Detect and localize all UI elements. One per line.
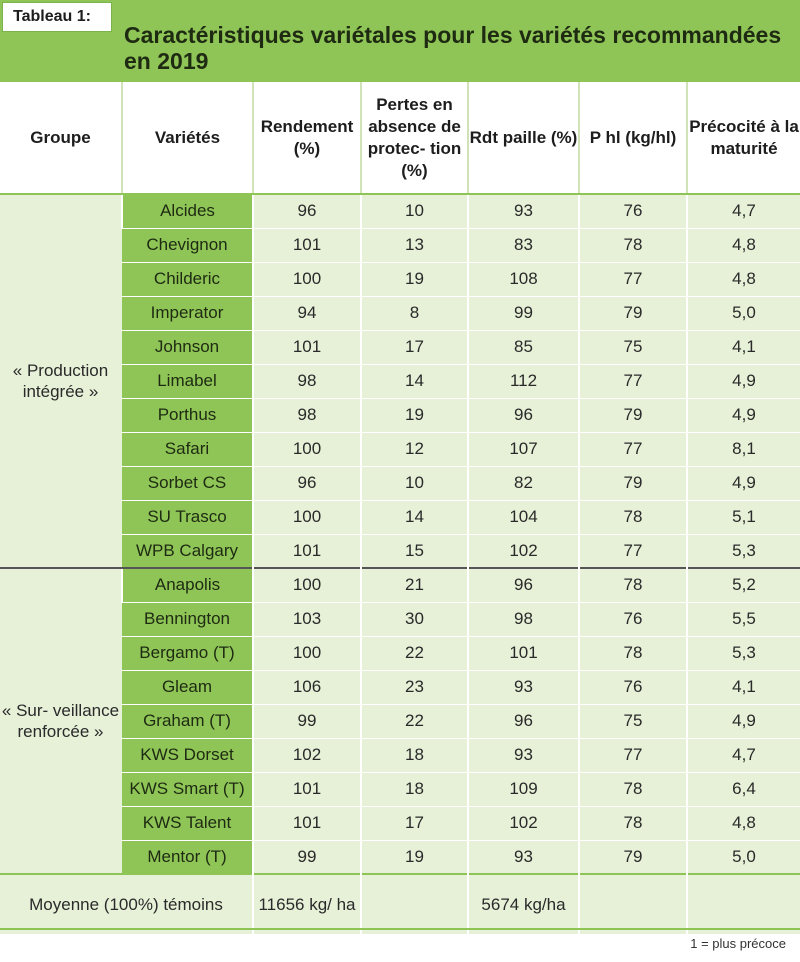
cell-precocite: 4,1 — [687, 330, 800, 364]
cell-rdt-paille: 93 — [468, 670, 579, 704]
cell-variete: SU Trasco — [122, 500, 253, 534]
cell-phl: 78 — [579, 636, 687, 670]
header-pertes: Pertes en absence de protec- tion (%) — [361, 82, 468, 194]
cell-precocite: 4,9 — [687, 398, 800, 432]
cell-rendement: 102 — [253, 738, 361, 772]
cell-rdt-paille: 102 — [468, 534, 579, 568]
cell-variete: KWS Smart (T) — [122, 772, 253, 806]
cell-precocite: 6,4 — [687, 772, 800, 806]
cell-phl: 78 — [579, 772, 687, 806]
cell-pertes: 12 — [361, 432, 468, 466]
header-precocite: Précocité à la maturité — [687, 82, 800, 194]
cell-pertes: 19 — [361, 840, 468, 874]
cell-variete: Johnson — [122, 330, 253, 364]
cell-rdt-paille: 107 — [468, 432, 579, 466]
cell-pertes: 10 — [361, 466, 468, 500]
cell-phl: 77 — [579, 738, 687, 772]
cell-rendement: 100 — [253, 432, 361, 466]
cell-phl: 77 — [579, 262, 687, 296]
cell-pertes: 8 — [361, 296, 468, 330]
cell-phl: 76 — [579, 194, 687, 228]
cell-rdt-paille: 112 — [468, 364, 579, 398]
cell-variete: Graham (T) — [122, 704, 253, 738]
cell-variete: Alcides — [122, 194, 253, 228]
cell-variete: Chevignon — [122, 228, 253, 262]
header-phl: P hl (kg/hl) — [579, 82, 687, 194]
cell-pertes: 21 — [361, 568, 468, 602]
footer-phl-empty — [579, 874, 687, 934]
cell-rendement: 96 — [253, 466, 361, 500]
cell-rdt-paille: 93 — [468, 738, 579, 772]
cell-rdt-paille: 102 — [468, 806, 579, 840]
footer-rdt-paille: 5674 kg/ha — [468, 874, 579, 934]
group-label: « Sur- veillance renforcée » — [0, 568, 122, 874]
cell-phl: 78 — [579, 568, 687, 602]
cell-phl: 78 — [579, 500, 687, 534]
cell-rdt-paille: 98 — [468, 602, 579, 636]
cell-rendement: 100 — [253, 568, 361, 602]
cell-phl: 77 — [579, 432, 687, 466]
cell-precocite: 4,7 — [687, 194, 800, 228]
cell-rendement: 101 — [253, 330, 361, 364]
header-rdt-paille: Rdt paille (%) — [468, 82, 579, 194]
cell-precocite: 4,8 — [687, 262, 800, 296]
cell-rdt-paille: 108 — [468, 262, 579, 296]
header-groupe: Groupe — [0, 82, 122, 194]
cell-pertes: 14 — [361, 364, 468, 398]
cell-precocite: 8,1 — [687, 432, 800, 466]
cell-pertes: 22 — [361, 704, 468, 738]
cell-rendement: 96 — [253, 194, 361, 228]
cell-rendement: 100 — [253, 636, 361, 670]
table-row — [0, 194, 800, 228]
cell-precocite: 4,9 — [687, 704, 800, 738]
cell-phl: 79 — [579, 466, 687, 500]
cell-precocite: 5,3 — [687, 534, 800, 568]
cell-variete: Porthus — [122, 398, 253, 432]
cell-rendement: 98 — [253, 364, 361, 398]
table-tag: Tableau 1: — [2, 2, 112, 32]
cell-rendement: 101 — [253, 534, 361, 568]
cell-rendement: 100 — [253, 500, 361, 534]
cell-phl: 76 — [579, 602, 687, 636]
cell-rdt-paille: 83 — [468, 228, 579, 262]
footer-precocite-empty — [687, 874, 800, 934]
cell-phl: 79 — [579, 840, 687, 874]
cell-precocite: 4,7 — [687, 738, 800, 772]
footnote: 1 = plus précoce — [690, 936, 786, 951]
cell-variete: Childeric — [122, 262, 253, 296]
cell-pertes: 17 — [361, 806, 468, 840]
cell-precocite: 4,9 — [687, 466, 800, 500]
footer-rendement: 11656 kg/ ha — [253, 874, 361, 934]
cell-rendement: 99 — [253, 704, 361, 738]
cell-rendement: 101 — [253, 772, 361, 806]
footer-pertes-empty — [361, 874, 468, 934]
cell-variete: KWS Dorset — [122, 738, 253, 772]
cell-rendement: 103 — [253, 602, 361, 636]
cell-precocite: 4,8 — [687, 806, 800, 840]
cell-phl: 75 — [579, 330, 687, 364]
cell-pertes: 23 — [361, 670, 468, 704]
cell-phl: 75 — [579, 704, 687, 738]
cell-precocite: 5,3 — [687, 636, 800, 670]
cell-variete: Limabel — [122, 364, 253, 398]
cell-variete: Mentor (T) — [122, 840, 253, 874]
cell-variete: WPB Calgary — [122, 534, 253, 568]
table-title: Caractéristiques variétales pour les variétés recommandées en 2019 — [124, 22, 782, 74]
group-label: « Production intégrée » — [0, 194, 122, 568]
cell-rdt-paille: 104 — [468, 500, 579, 534]
cell-variete: Safari — [122, 432, 253, 466]
cell-rdt-paille: 82 — [468, 466, 579, 500]
cell-pertes: 18 — [361, 738, 468, 772]
cell-rdt-paille: 99 — [468, 296, 579, 330]
cell-pertes: 15 — [361, 534, 468, 568]
bottom-rule — [0, 928, 800, 930]
cell-rdt-paille: 96 — [468, 704, 579, 738]
cell-phl: 77 — [579, 364, 687, 398]
header-varietes: Variétés — [122, 82, 253, 194]
cell-rendement: 100 — [253, 262, 361, 296]
cell-variete: KWS Talent — [122, 806, 253, 840]
cell-rendement: 98 — [253, 398, 361, 432]
cell-rdt-paille: 101 — [468, 636, 579, 670]
varieties-table — [0, 82, 800, 934]
cell-pertes: 30 — [361, 602, 468, 636]
footer-row — [0, 874, 800, 934]
cell-rendement: 101 — [253, 806, 361, 840]
cell-rendement: 106 — [253, 670, 361, 704]
cell-rdt-paille: 109 — [468, 772, 579, 806]
cell-pertes: 13 — [361, 228, 468, 262]
cell-pertes: 18 — [361, 772, 468, 806]
cell-rendement: 99 — [253, 840, 361, 874]
footer-label: Moyenne (100%) témoins — [0, 874, 253, 934]
cell-phl: 79 — [579, 296, 687, 330]
table-body — [0, 194, 800, 934]
cell-rdt-paille: 85 — [468, 330, 579, 364]
cell-rdt-paille: 96 — [468, 398, 579, 432]
cell-variete: Imperator — [122, 296, 253, 330]
cell-rdt-paille: 93 — [468, 840, 579, 874]
cell-phl: 79 — [579, 398, 687, 432]
title-bar — [0, 0, 800, 82]
cell-phl: 76 — [579, 670, 687, 704]
cell-rendement: 94 — [253, 296, 361, 330]
cell-pertes: 19 — [361, 262, 468, 296]
cell-precocite: 5,0 — [687, 840, 800, 874]
cell-pertes: 19 — [361, 398, 468, 432]
cell-precocite: 4,9 — [687, 364, 800, 398]
cell-variete: Sorbet CS — [122, 466, 253, 500]
cell-rdt-paille: 93 — [468, 194, 579, 228]
cell-phl: 78 — [579, 228, 687, 262]
cell-precocite: 5,1 — [687, 500, 800, 534]
cell-precocite: 5,0 — [687, 296, 800, 330]
cell-pertes: 17 — [361, 330, 468, 364]
table-row — [0, 568, 800, 602]
cell-variete: Anapolis — [122, 568, 253, 602]
cell-precocite: 5,5 — [687, 602, 800, 636]
cell-variete: Bergamo (T) — [122, 636, 253, 670]
cell-rendement: 101 — [253, 228, 361, 262]
cell-pertes: 22 — [361, 636, 468, 670]
cell-precocite: 4,8 — [687, 228, 800, 262]
cell-variete: Bennington — [122, 602, 253, 636]
cell-precocite: 4,1 — [687, 670, 800, 704]
cell-rdt-paille: 96 — [468, 568, 579, 602]
header-row — [0, 82, 800, 194]
cell-phl: 78 — [579, 806, 687, 840]
cell-variete: Gleam — [122, 670, 253, 704]
cell-precocite: 5,2 — [687, 568, 800, 602]
header-rendement: Rendement (%) — [253, 82, 361, 194]
cell-phl: 77 — [579, 534, 687, 568]
cell-pertes: 10 — [361, 194, 468, 228]
cell-pertes: 14 — [361, 500, 468, 534]
